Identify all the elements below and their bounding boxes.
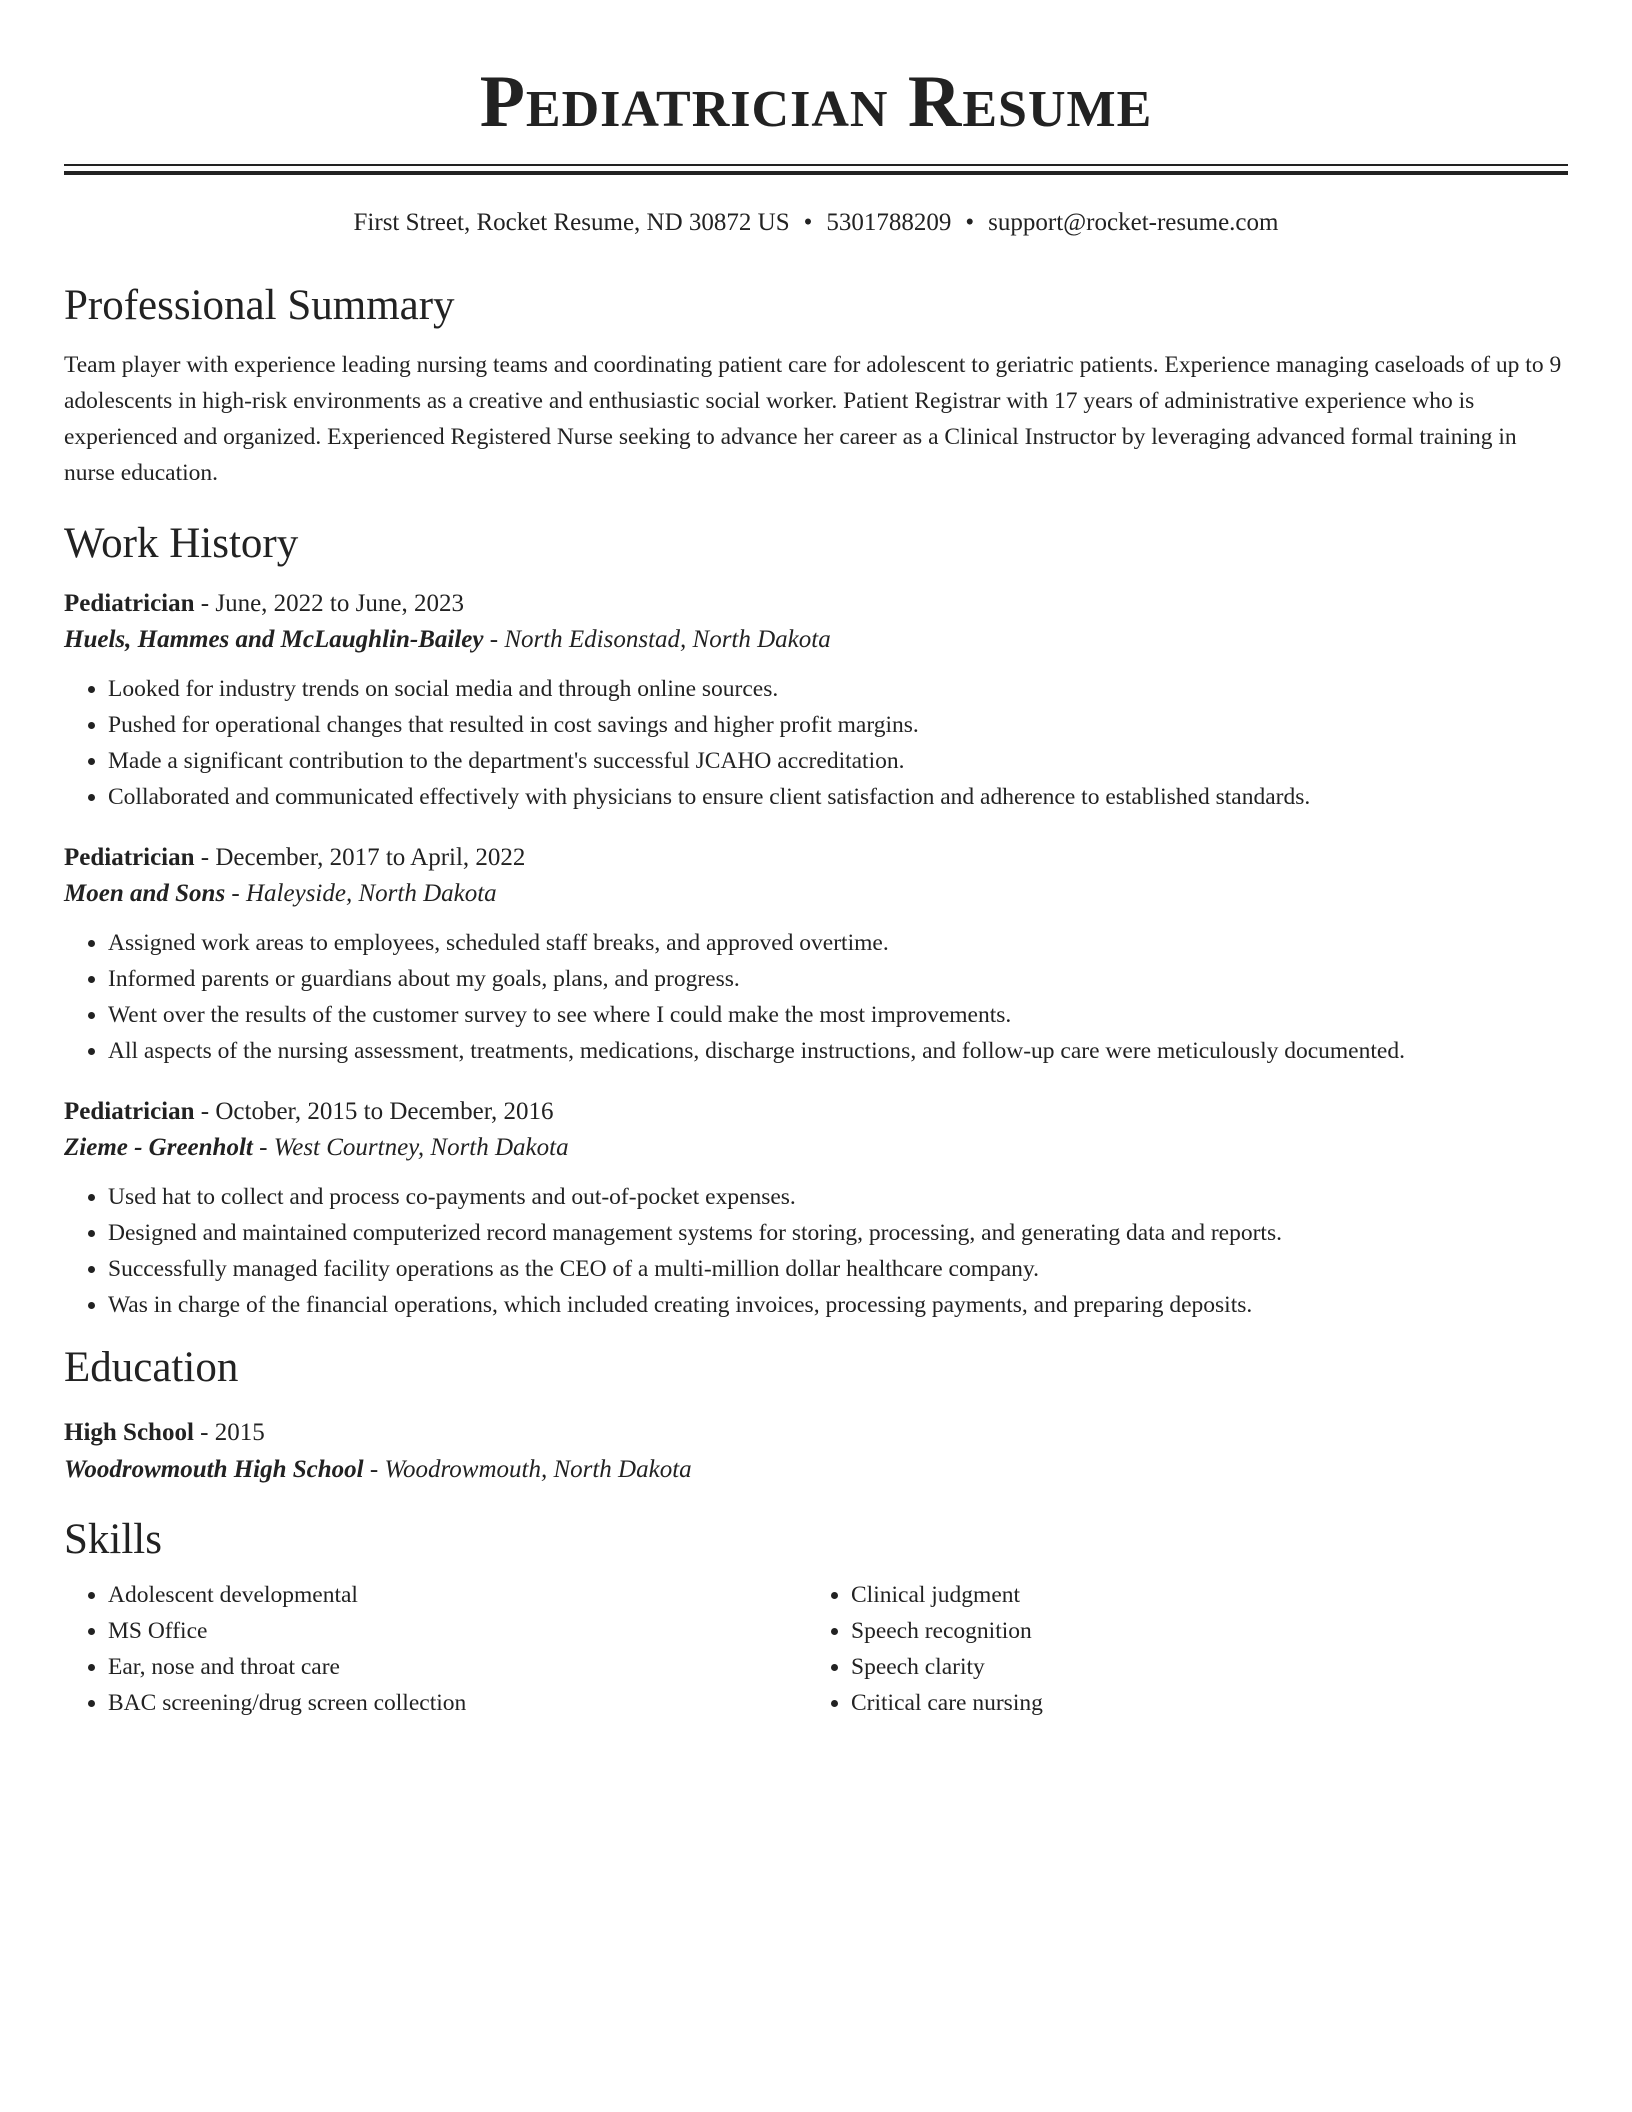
contact-phone: 5301788209 xyxy=(826,209,952,236)
skill-item: • Adolescent developmental xyxy=(108,1577,807,1613)
job-title-line xyxy=(64,841,1568,875)
page-title: Pediatrician Resume xyxy=(479,61,1153,143)
education-dash: - xyxy=(193,1419,215,1446)
job-dates: June, 2022 to June, 2023 xyxy=(215,590,464,617)
list-item: • Designed and maintained computerized record management systems for storing, processing, and generating data and reports. xyxy=(108,1215,1568,1251)
job-dates: December, 2017 to April, 2022 xyxy=(215,844,526,871)
job-bullets xyxy=(64,1179,1568,1323)
job-entry xyxy=(64,587,1568,815)
contact-email: support@rocket-resume.com xyxy=(988,209,1279,236)
education-title-line xyxy=(64,1415,1568,1451)
education-degree: High School xyxy=(64,1419,194,1446)
contact-line xyxy=(64,207,1568,239)
skills-heading: Skills xyxy=(64,1516,162,1563)
company-line xyxy=(64,621,1568,659)
company-line xyxy=(64,875,1568,913)
company-name: Moen and Sons xyxy=(64,880,226,907)
list-item: • Made a significant contribution to the department's successful JCAHO accreditation. xyxy=(108,743,1568,779)
list-item: • Successfully managed facility operations as the CEO of a multi-million dollar healthcare company. xyxy=(108,1251,1568,1287)
list-item: • Went over the results of the customer survey to see where I could make the most improvements. xyxy=(108,997,1568,1033)
list-item: • Informed parents or guardians about my goals, plans, and progress. xyxy=(108,961,1568,997)
contact-separator: • xyxy=(803,209,813,236)
company-name: Huels, Hammes and McLaughlin-Bailey xyxy=(64,626,484,653)
job-dash: - xyxy=(194,844,216,871)
education-dash: - xyxy=(363,1456,385,1483)
job-entry xyxy=(64,1095,1568,1323)
work-history-heading: Work History xyxy=(64,520,299,567)
education-school-line xyxy=(64,1451,1568,1489)
company-location: West Courtney, North Dakota xyxy=(273,1134,569,1161)
list-item: • Was in charge of the financial operations, which included creating invoices, processing payments, and preparing deposits. xyxy=(108,1287,1568,1323)
skills-columns xyxy=(64,1577,1568,1721)
company-name: Zieme - Greenholt xyxy=(64,1134,253,1161)
skill-item: • MS Office xyxy=(108,1613,807,1649)
summary-text: Team player with experience leading nursing teams and coordinating patient care for adolescent to geriatric patients. Experience managing caseloads of up to 9 adolescents in high-risk environments as a creative and enthusiastic social worker. Patient Registrar with 17 years of administrative experience who is experienced and organized. Experienced Registered Nurse seeking to advance her career as a Clinical Instructor by leveraging advanced formal training in nurse education. xyxy=(64,352,1562,486)
title-divider xyxy=(64,164,1568,175)
list-item: • Looked for industry trends on social media and through online sources. xyxy=(108,671,1568,707)
education-location: Woodrowmouth, North Dakota xyxy=(384,1456,692,1483)
contact-address: First Street, Rocket Resume, ND 30872 US xyxy=(353,209,790,236)
skill-item: • Critical care nursing xyxy=(851,1685,1550,1721)
job-title: Pediatrician xyxy=(64,844,195,871)
summary-heading: Professional Summary xyxy=(64,282,455,329)
job-bullets xyxy=(64,925,1568,1069)
job-entry xyxy=(64,841,1568,1069)
list-item: • Assigned work areas to employees, scheduled staff breaks, and approved overtime. xyxy=(108,925,1568,961)
company-line xyxy=(64,1129,1568,1167)
skill-item: • Speech recognition xyxy=(851,1613,1550,1649)
skill-item: • Ear, nose and throat care xyxy=(108,1649,807,1685)
list-item: • Collaborated and communicated effectively with physicians to ensure client satisfaction and adherence to established standards. xyxy=(108,779,1568,815)
job-bullets xyxy=(64,671,1568,815)
list-item: • All aspects of the nursing assessment, treatments, medications, discharge instructions, and follow-up care were meticulously documented. xyxy=(108,1033,1568,1069)
education-school: Woodrowmouth High School xyxy=(64,1456,364,1483)
skills-list-right xyxy=(807,1577,1550,1721)
skill-item: • Speech clarity xyxy=(851,1649,1550,1685)
skill-item: • BAC screening/drug screen collection xyxy=(108,1685,807,1721)
company-location: Haleyside, North Dakota xyxy=(246,880,497,907)
education-year: 2015 xyxy=(214,1419,265,1446)
list-item: • Pushed for operational changes that resulted in cost savings and higher profit margins. xyxy=(108,707,1568,743)
skill-item: • Clinical judgment xyxy=(851,1577,1550,1613)
job-title-line xyxy=(64,587,1568,621)
education-heading: Education xyxy=(64,1344,239,1391)
company-dash: - xyxy=(252,1134,274,1161)
contact-separator: • xyxy=(965,209,975,236)
job-dash: - xyxy=(194,1098,216,1125)
company-location: North Edisonstad, North Dakota xyxy=(504,626,831,653)
job-title-line xyxy=(64,1095,1568,1129)
list-item: • Used hat to collect and process co-payments and out-of-pocket expenses. xyxy=(108,1179,1568,1215)
job-dates: October, 2015 to December, 2016 xyxy=(215,1098,554,1125)
skills-list-left xyxy=(64,1577,807,1721)
company-dash: - xyxy=(483,626,505,653)
job-dash: - xyxy=(194,590,216,617)
job-title: Pediatrician xyxy=(64,590,195,617)
job-title: Pediatrician xyxy=(64,1098,195,1125)
company-dash: - xyxy=(225,880,246,907)
